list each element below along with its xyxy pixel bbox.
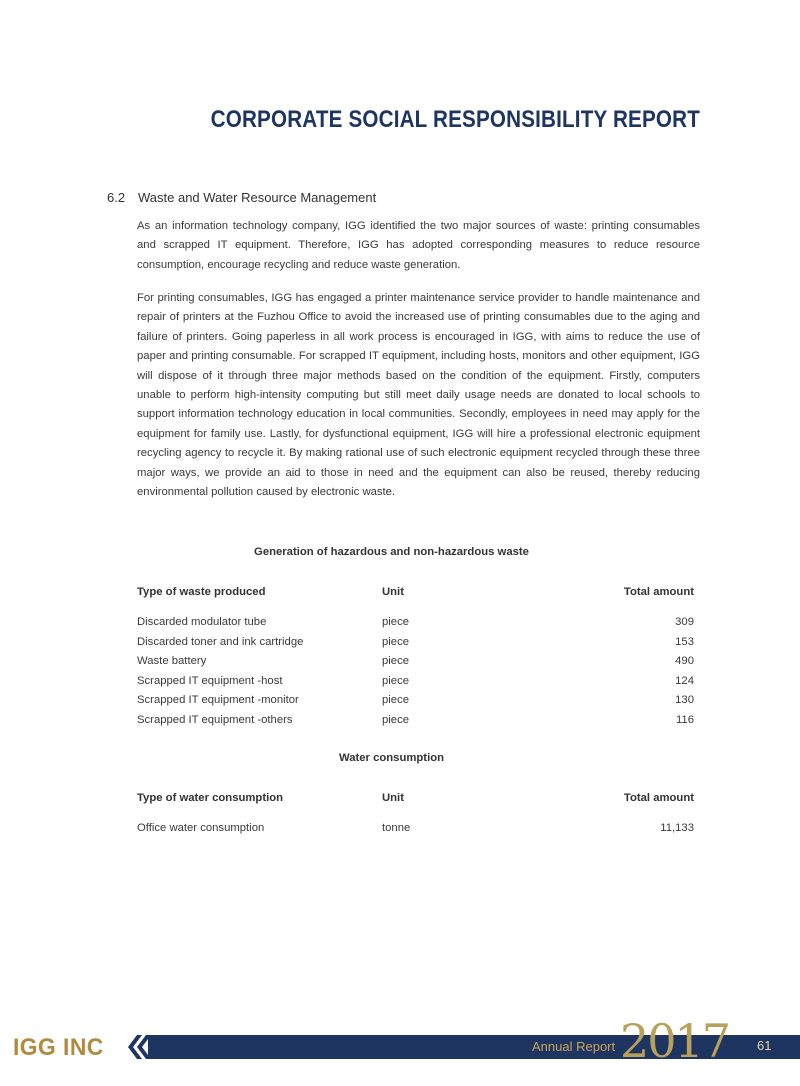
- cell-unit: piece: [382, 694, 410, 706]
- waste-table-title: Generation of hazardous and non-hazardous waste: [254, 546, 529, 558]
- cell-type: Scrapped IT equipment -monitor: [137, 694, 299, 706]
- cell-total: 124: [675, 674, 694, 687]
- table-row: [137, 675, 694, 695]
- cell-unit: piece: [382, 713, 410, 726]
- cell-unit: piece: [382, 674, 410, 687]
- page-number: 61: [757, 1038, 772, 1053]
- table-row: [137, 636, 694, 656]
- table-row: [137, 616, 694, 636]
- column-header-unit: Unit: [382, 792, 404, 804]
- page-footer: [0, 1014, 800, 1070]
- water-table-body: [137, 822, 694, 842]
- table-row: [137, 822, 694, 842]
- report-year: 2017: [620, 1014, 730, 1068]
- cell-unit: tonne: [382, 822, 411, 834]
- water-table-header: [137, 792, 694, 812]
- table-row: [137, 655, 694, 675]
- report-title: CORPORATE SOCIAL RESPONSIBILITY REPORT: [210, 106, 700, 133]
- cell-type: Scrapped IT equipment -host: [137, 674, 283, 687]
- body-paragraph-2: For printing consumables, IGG has engaged a printer maintenance service provider to handle maintenance and repair of printers at the Fuzhou Office to avoid the increased use of printing consumables due to the aging and failure of printers. Going paperless in all work process is encouraged in IGG, with aims to reduce the use of paper and printing consumable. For scrapped IT equipment, including hosts, monitors and other equipment, IGG will dispose of it through three major methods based on the condition of the equipment. Firstly, computers unable to perform high-intensity computing but still meet daily usage needs are donated to local schools to support information technology education in local communities. Secondly, employees in need may apply for the equipment for family use. Lastly, for dysfunctional equipment, IGG will hire a professional electronic equipment recycling agency to recycle it. By making rational use of such electronic equipment recycled through these three major ways, we provide an aid to those in need and the equipment can also be reused, thereby reducing environmental pollution caused by electronic waste.: [137, 292, 700, 499]
- section-number: 6.2: [107, 190, 126, 205]
- cell-total: 130: [675, 694, 694, 706]
- table-row: [137, 694, 694, 714]
- cell-total: 490: [675, 655, 694, 667]
- company-logo: IGG INC: [13, 1034, 104, 1061]
- cell-total: 309: [675, 616, 694, 628]
- column-header-total: Total amount: [623, 586, 694, 598]
- cell-unit: piece: [382, 635, 410, 648]
- cell-total: 11,133: [660, 822, 694, 834]
- waste-table-body: [137, 616, 694, 733]
- table-row: [137, 714, 694, 734]
- waste-table-header: [137, 586, 694, 606]
- table-header-row: [137, 792, 694, 812]
- cell-type: Waste battery: [137, 655, 207, 667]
- water-table-title: Water consumption: [338, 752, 445, 764]
- cell-unit: piece: [382, 655, 410, 667]
- body-paragraph-1: As an information technology company, IGG identified the two major sources of waste: printing consumables and scrapped IT equipment. Therefore, IGG has adopted corresponding measures to reduce resource consumption, encourage recycling and reduce waste generation.: [137, 220, 700, 271]
- double-chevron-left-icon: [124, 1034, 150, 1060]
- section-heading: [107, 190, 376, 205]
- table-header-row: [137, 586, 694, 606]
- annual-report-label: Annual Report: [532, 1039, 616, 1054]
- column-header-type: Type of water consumption: [137, 792, 284, 804]
- cell-type: Discarded toner and ink cartridge: [137, 635, 304, 648]
- cell-type: Office water consumption: [137, 822, 265, 834]
- cell-total: 153: [675, 635, 694, 648]
- column-header-type: Type of waste produced: [137, 586, 266, 598]
- cell-unit: piece: [382, 616, 410, 628]
- section-title: Waste and Water Resource Management: [138, 190, 377, 205]
- column-header-total: Total amount: [623, 792, 694, 804]
- column-header-unit: Unit: [382, 586, 404, 598]
- cell-type: Discarded modulator tube: [137, 616, 267, 628]
- cell-type: Scrapped IT equipment -others: [137, 713, 293, 726]
- cell-total: 116: [675, 713, 694, 726]
